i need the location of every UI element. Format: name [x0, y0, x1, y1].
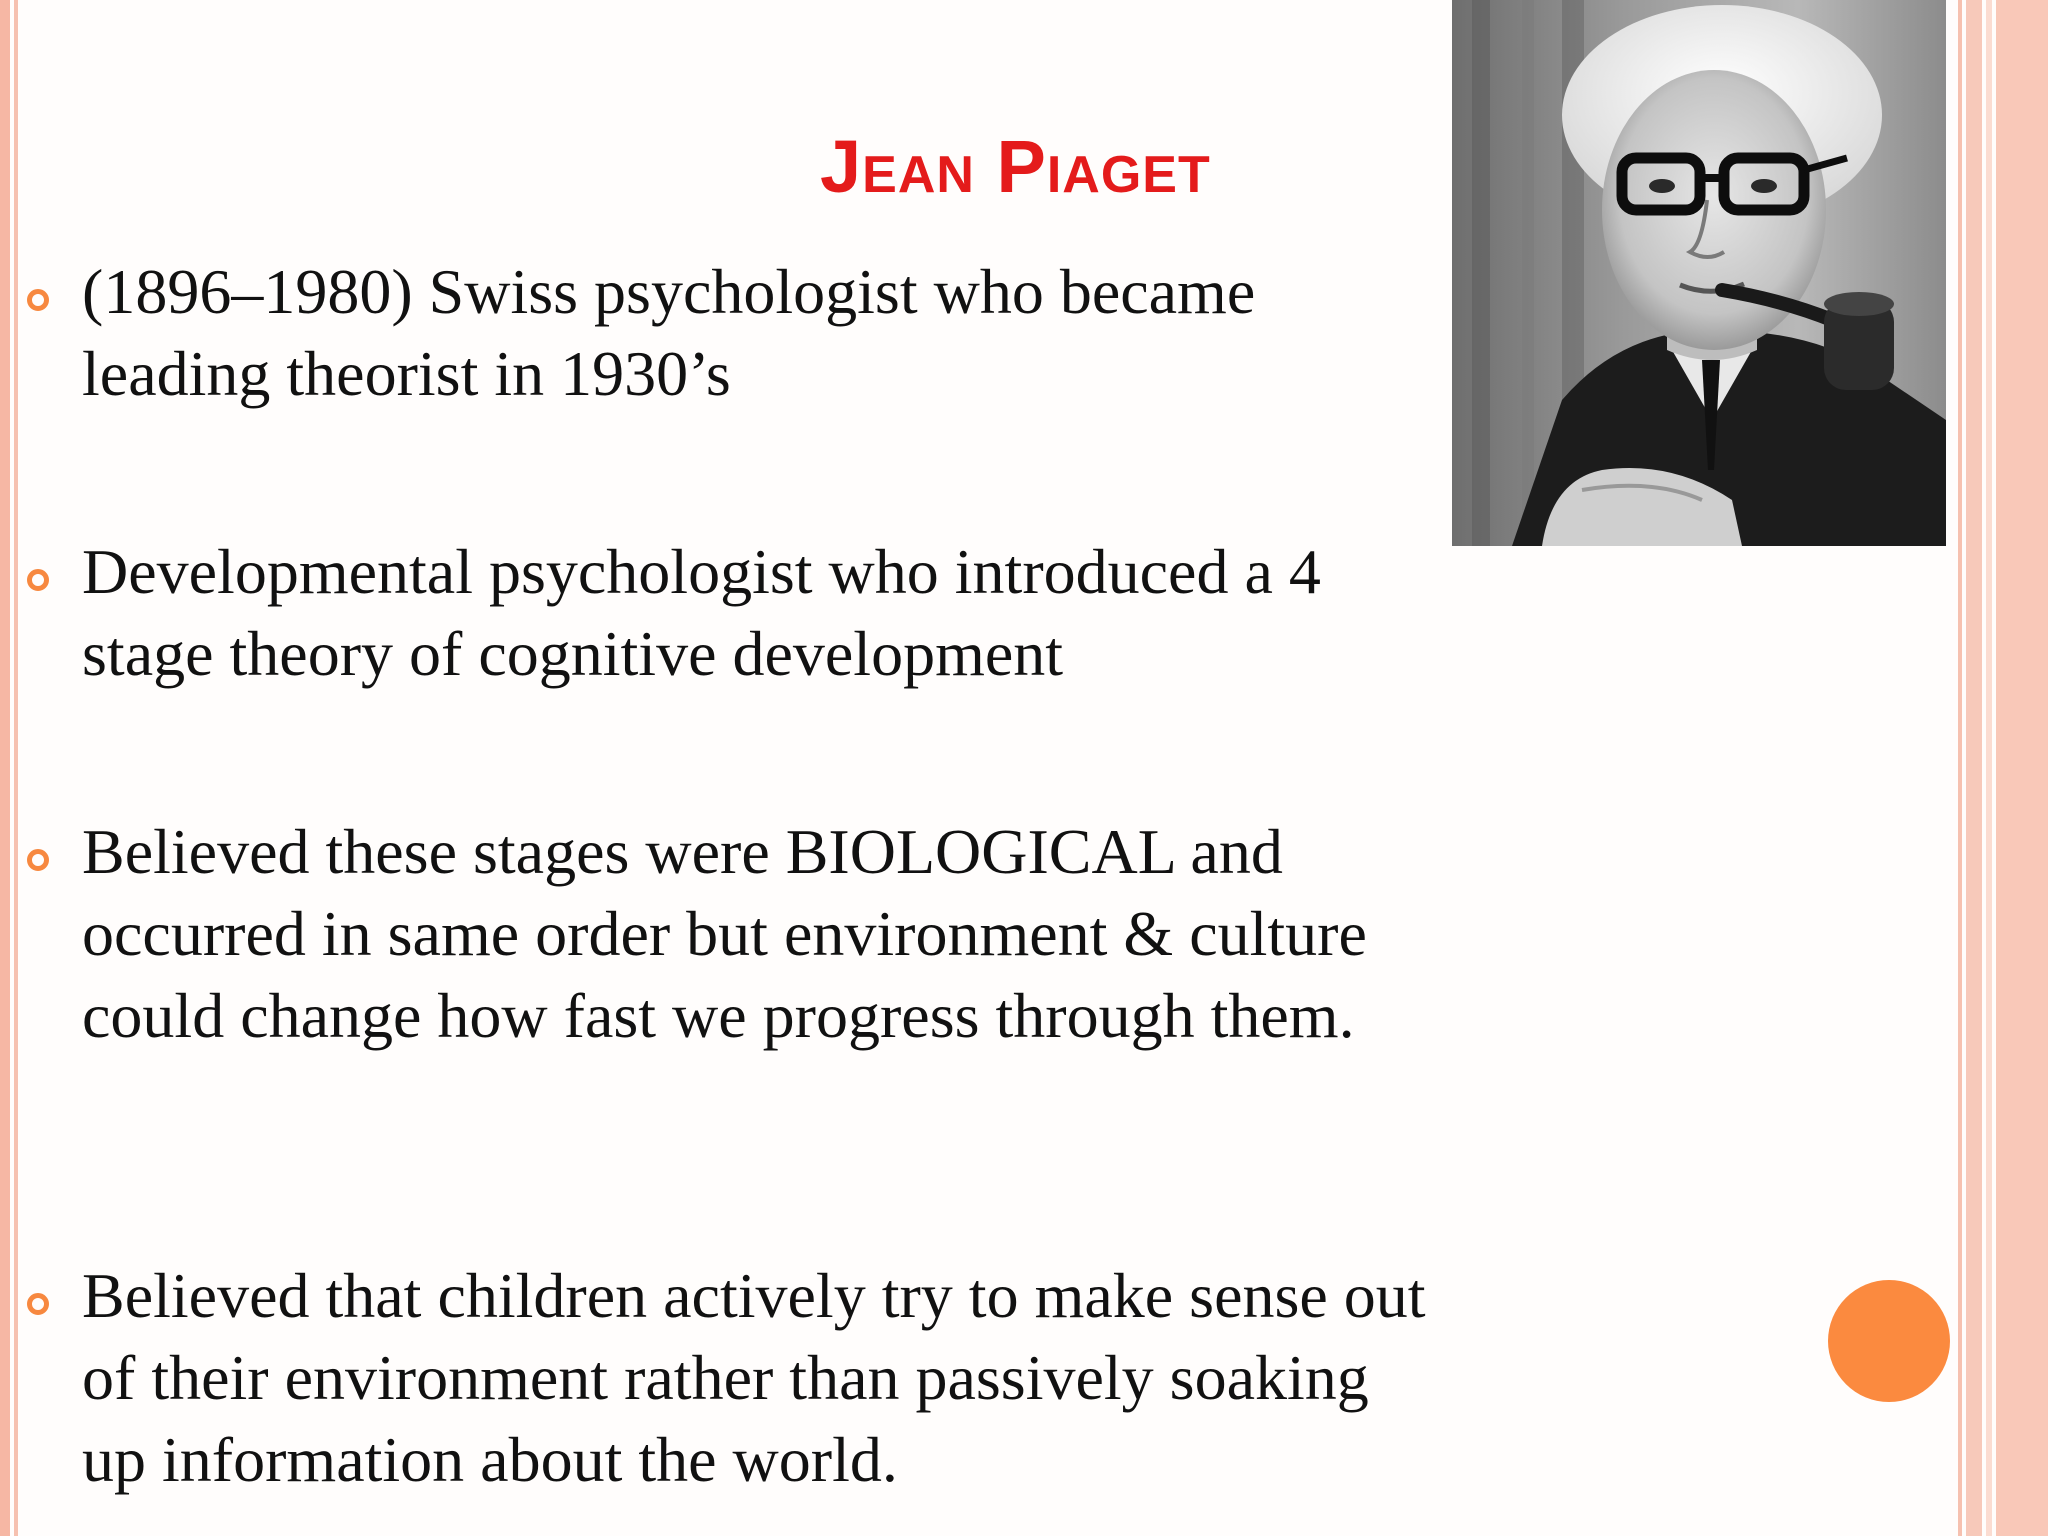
portrait-photo	[1452, 0, 1946, 546]
circle-bullet-icon	[27, 1293, 49, 1315]
circle-bullet-icon	[27, 289, 49, 311]
bullet-item-1: (1896–1980) Swiss psychologist who became leading theorist in 1930’s	[82, 256, 1256, 409]
right-border-line	[1958, 0, 1962, 1536]
circle-bullet-icon	[27, 569, 49, 591]
bullet-item-2: Developmental psychologist who introduced a 4 stage theory of cognitive development	[82, 536, 1321, 689]
bullet-item-3: Believed these stages were BIOLOGICAL and occurred in same order but environment & culture could change how fast we progress through them.	[82, 816, 1367, 1051]
right-border-band	[1966, 0, 1982, 1536]
right-border-edge	[1996, 0, 2048, 1536]
slide-title: Jean Piaget	[820, 125, 1211, 208]
right-border-thin	[1986, 0, 1992, 1536]
circle-icon	[1828, 1280, 1950, 1402]
bullet-item-4: Believed that children actively try to make sense out of their environment rather than passively soaking up information about the world.	[82, 1260, 1426, 1495]
circle-bullet-icon	[27, 849, 49, 871]
